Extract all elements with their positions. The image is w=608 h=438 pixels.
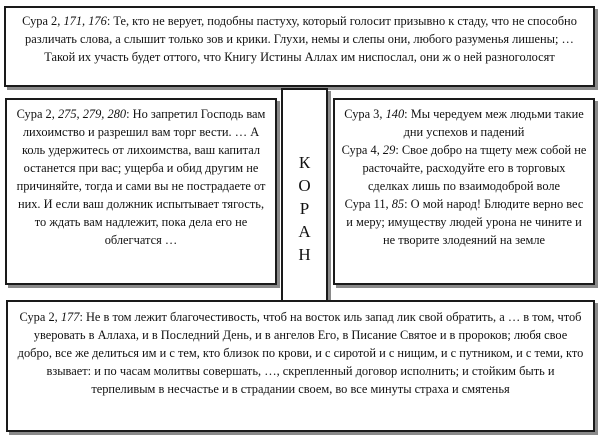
quote-text-sura-3-140 [341, 105, 587, 141]
quote-box-top [4, 6, 595, 87]
quote-body: : Те, кто не верует, подобны пастуху, который голосит призывно к стаду, что не способно различать слова, а слышит только зов и крики. Глухи, немы и слепы они, любого разуменья лишены; … Такой их участь будет оттого, что Книгу Истины Аллах им ниспослал, они ж о ней разноголосят [25, 14, 577, 64]
sura-reference: Сура 2, [16, 107, 58, 121]
verse-numbers: 85 [391, 197, 405, 211]
title-letter-4: А [298, 222, 311, 241]
verse-numbers: 171, 176 [63, 14, 107, 28]
sura-reference: Сура 4, [341, 143, 383, 157]
quote-body: : О мой народ! Блюдите верно вес и меру; имуществу людей урона не чините и не творите злодеяний на земле [346, 197, 584, 247]
title-letter-1: К [298, 153, 311, 172]
quote-text-sura-2-171-176 [16, 12, 583, 66]
verse-numbers: 29 [382, 143, 396, 157]
quote-box-bottom [6, 300, 595, 432]
verse-numbers: 140 [385, 107, 405, 121]
title-letter-2: О [298, 176, 311, 195]
verse-numbers: 275, 279, 280 [57, 107, 127, 121]
title-letter-5: Н [298, 245, 311, 264]
quote-text-sura-2-275-280 [15, 105, 267, 249]
sura-reference: Сура 2, [22, 14, 64, 28]
sura-reference: Сура 3, [344, 107, 386, 121]
quote-body: : Мы чередуем меж людьми такие дни успехов и падений [403, 107, 584, 139]
quote-text-sura-11-85 [341, 195, 587, 249]
title-letter-3: Р [299, 199, 310, 218]
koran-title-box [281, 88, 328, 302]
quote-body: : Не в том лежит благочестивость, чтоб на восток иль запад лик свой обратить, а … в том, чтоб уверовать в Аллаха, и в Последний День, и в ангелов Его, в Писание Святое и в пророков; любя свое добро, все же делиться им и с тем, кто близок по крови, и с сиротой и с нищим, и с путником, и с теми, кто взывает: и по часам молитвы совершать, …, скрепленный договор исполнить; и стойким быть и терпеливым в несчастье и в страдании своем, во все минуты страха и смятенья [17, 310, 584, 396]
quote-body: : Но запретил Господь вам лихоимство и разрешил вам торг вести. … А коль удержитесь от лихоимства, ваш капитал останется при вас; ущерба и обид другим не причиняйте, тогда и сами вы не пострадаете от них. И если ваш должник испытывает тягость, то ждать вам надлежит, пока дела его не облегчатся … [16, 107, 266, 247]
verse-numbers: 177 [60, 310, 80, 324]
quote-box-right [333, 98, 595, 285]
quote-text-sura-2-177 [16, 308, 585, 398]
quote-text-sura-4-29 [341, 141, 587, 195]
sura-reference: Сура 2, [19, 310, 61, 324]
quote-body: : Свое добро на тщету меж собой не расточайте, расходуйте его в торговых сделках лишь по взаимодоброй воле [362, 143, 587, 193]
quote-box-left [5, 98, 277, 285]
sura-reference: Сура 11, [344, 197, 392, 211]
